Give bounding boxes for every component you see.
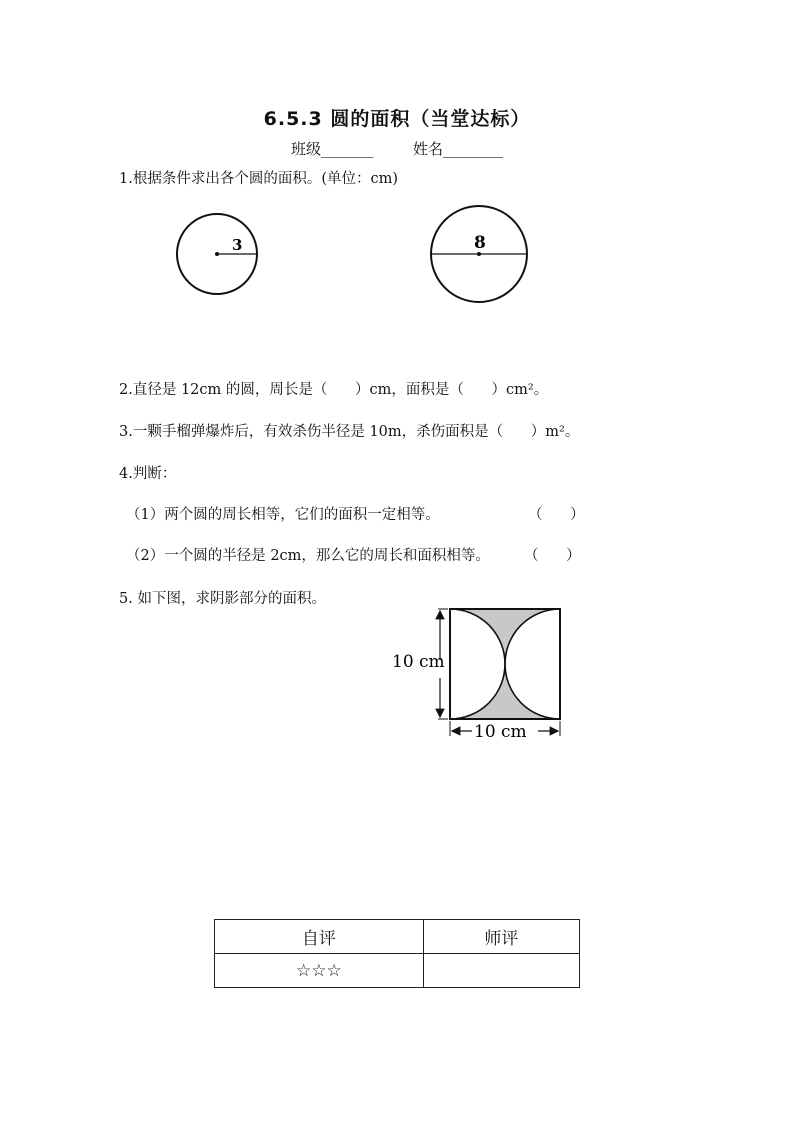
question-1: 1.根据条件求出各个圆的面积。(单位：cm): [119, 171, 399, 187]
shaded-area-figure: [386, 600, 566, 745]
class-field[interactable]: 班级_______: [290, 140, 374, 158]
question-2: 2.直径是 12cm 的圆，周长是（ ）cm，面积是（ ）cm²。: [119, 382, 549, 398]
evaluation-table: [214, 919, 580, 988]
circle-diameter-figure: [424, 202, 534, 308]
radius-label: 3: [232, 236, 243, 254]
question-3: 3.一颗手榴弹爆炸后，有效杀伤半径是 10m，杀伤面积是（ ）m²。: [119, 424, 580, 440]
question-4-1: （1）两个圆的周长相等，它们的面积一定相等。: [126, 507, 440, 523]
name-field[interactable]: 姓名________: [413, 140, 504, 158]
question-5: 5. 如下图，求阴影部分的面积。: [119, 591, 326, 607]
table-row: [215, 920, 580, 954]
table-row: [215, 954, 580, 988]
question-4-2: （2）一个圆的半径是 2cm，那么它的周长和面积相等。: [126, 548, 490, 564]
judge-answer-2[interactable]: （ ）: [524, 548, 581, 564]
student-info: [0, 138, 794, 159]
teacher-eval-cell[interactable]: [423, 954, 579, 988]
self-eval-stars[interactable]: ☆☆☆: [215, 954, 424, 988]
teacher-eval-header: 师评: [423, 920, 579, 954]
question-4: 4.判断：: [119, 466, 177, 482]
circle-radius-figure: [170, 210, 266, 302]
diameter-label: 8: [474, 233, 486, 253]
side-length-label: 10 cm: [392, 652, 445, 672]
bottom-length-label: 10 cm: [474, 722, 527, 742]
judge-answer-1[interactable]: （ ）: [528, 507, 585, 523]
self-eval-header: 自评: [215, 920, 424, 954]
page-title: 6.5.3 圆的面积（当堂达标）: [263, 108, 531, 130]
